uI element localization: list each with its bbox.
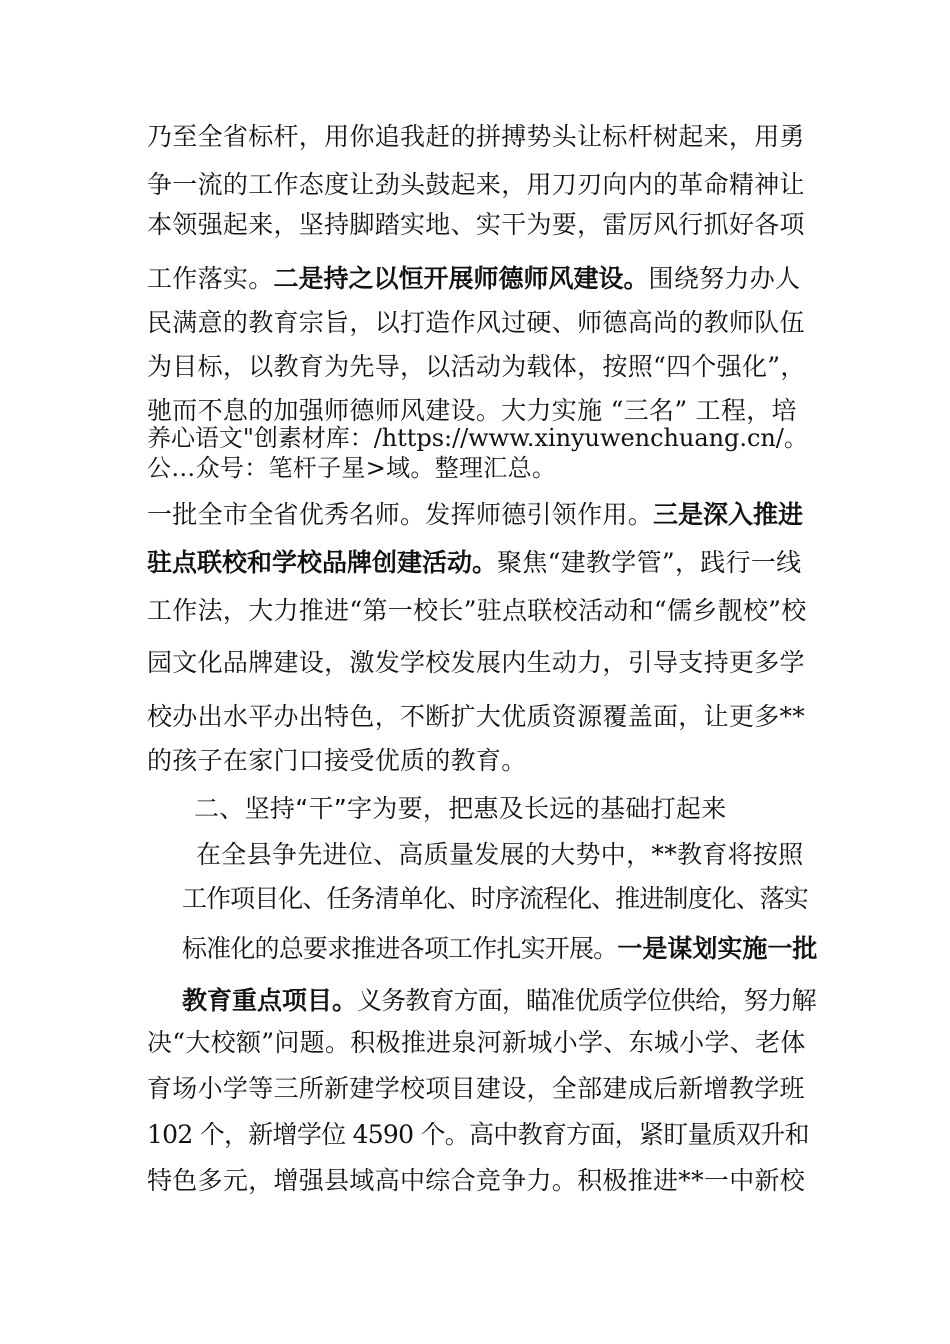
text-line [147,500,803,530]
text-line [147,1074,805,1104]
text-span: 驰而不息的加强师德师风建设。大力实施 “三名” 工程，培 [147,396,797,425]
text-span: 乃至全省标杆，用你追我赶的拼搏势头让标杆树起来，用勇 [147,122,805,151]
text-line [147,210,805,240]
text-line [147,264,800,294]
text-line [147,396,797,426]
text-span: 校办出水平办出特色，不断扩大优质资源覆盖面，让更多** [147,702,806,731]
text-line [147,122,805,152]
text-line [147,352,806,382]
text-line [147,425,808,451]
bold-heading-span: 二是持之以恒开展师德师风建设。 [273,264,649,293]
bold-heading-span: 教育重点项目。 [182,986,358,1015]
text-line [182,884,808,914]
text-span: 争一流的工作态度让劲头鼓起来，用刀刃向内的革命精神让 [147,170,805,199]
text-span: 工作项目化、任务清单化、时序流程化、推进制度化、落实 [182,884,808,913]
bold-heading-span: 三是深入推进 [653,500,804,529]
text-line [147,596,807,626]
text-span: 育场小学等三所新建学校项目建设，全部建成后新增教学班 [147,1074,805,1103]
text-line [182,986,816,1016]
text-span: 的孩子在家门口接受优质的教育。 [147,746,527,775]
text-span: 工作法，大力推进“第一校长”驻点联校活动和“儒乡靓校”校 [147,596,807,625]
watermark-url-text: 养心语文"创素材库：/https://www.xinyuwenchuang.cn/。 [147,424,808,452]
text-line [147,648,805,678]
text-span: 一批全市全省优秀名师。发挥师德引领作用。 [147,500,654,529]
text-line [147,455,556,481]
text-span: 聚焦“建教学管”，践行一线 [497,548,802,577]
text-span: 民满意的教育宗旨，以打造作风过硬、师德高尚的教师队伍 [147,308,805,337]
text-span: 本领强起来，坚持脚踏实地、实干为要，雷厉风行抓好各项 [147,210,805,239]
text-span: 特色多元，增强县域高中综合竞争力。积极推进**一中新校 [147,1166,806,1195]
text-line [147,308,805,338]
text-line [147,1166,805,1196]
text-line [147,1120,809,1150]
text-span: 标准化的总要求推进各项工作扎实开展。 [182,934,618,963]
text-line [147,702,805,732]
text-line [147,548,801,578]
bold-heading-span: 一是谋划实施一批 [617,934,818,963]
watermark-source-text: 公…众号：笔杆子星>域。整理汇总。 [147,454,557,482]
text-span: 工作落实。 [147,264,274,293]
text-span: 园文化品牌建设，激发学校发展内生动力，引导支持更多学 [147,648,805,677]
text-line [147,746,527,776]
section-heading-text: 二、坚持“干”字为要，把惠及长远的基础打起来 [194,794,727,823]
text-line [147,1028,806,1058]
text-span: 义务教育方面，瞄准优质学位供给，努力解 [357,986,816,1015]
text-span: 为目标，以教育为先导，以活动为载体，按照“四个强化”， [147,352,806,381]
text-span: 围绕努力办人 [648,264,801,293]
text-span: 102 个，新增学位 4590 个。高中教育方面，紧盯量质双升和 [147,1120,809,1149]
text-span: 在全县争先进位、高质量发展的大势中，**教育将按照 [196,840,804,869]
text-line [147,170,805,200]
text-line [182,934,817,964]
bold-heading-span: 驻点联校和学校品牌创建活动。 [147,548,498,577]
text-line [196,840,804,870]
text-span: 决“大校额”问题。积极推进泉河新城小学、东城小学、老体 [147,1028,806,1057]
section-heading [194,794,727,824]
